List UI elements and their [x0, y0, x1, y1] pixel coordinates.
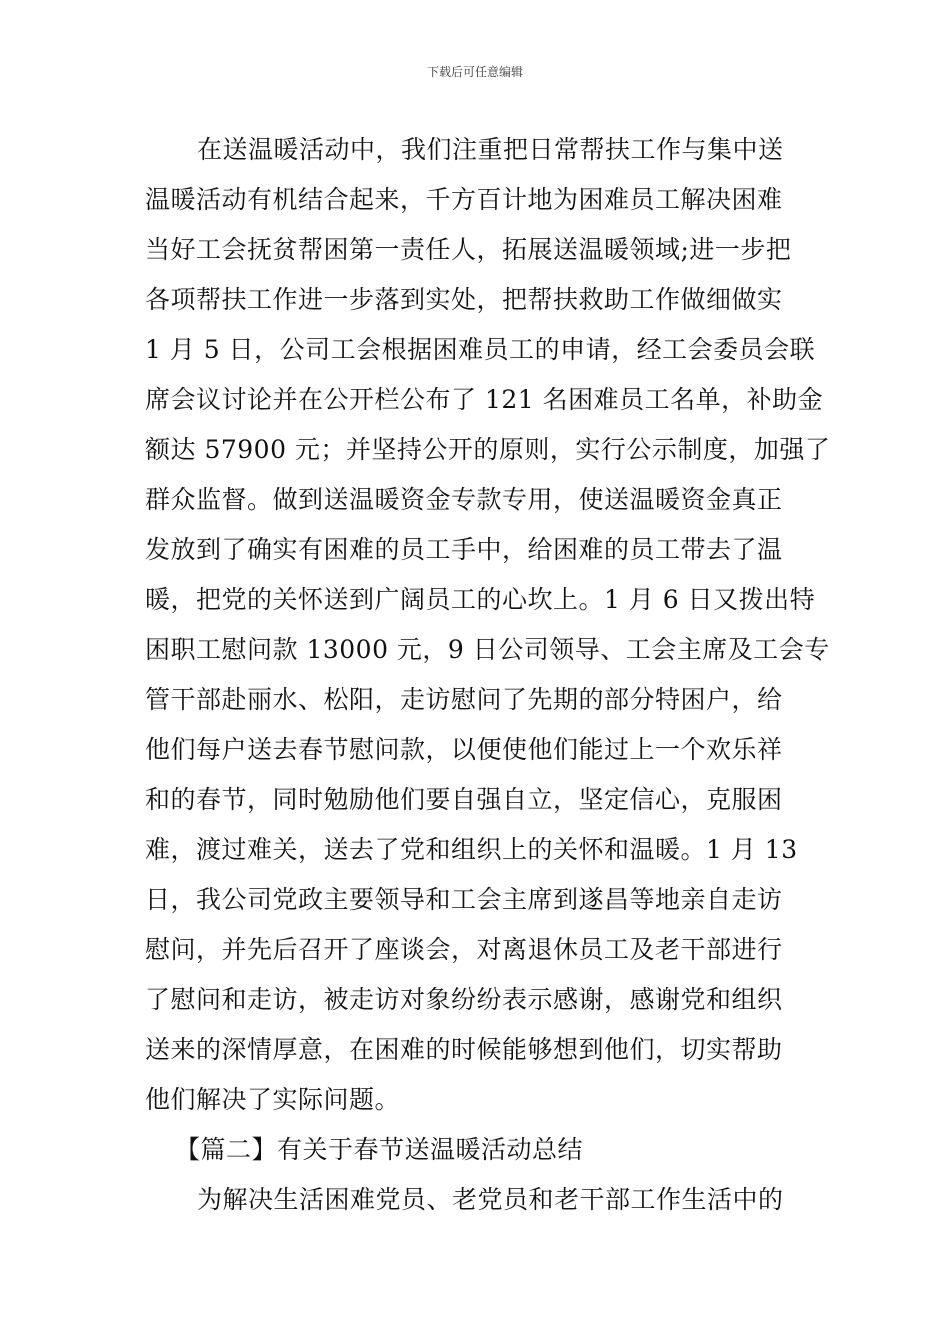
paragraph-line: 了慰问和走访，被走访对象纷纷表示感谢，感谢党和组织 [145, 985, 783, 1014]
paragraph-line: 1 月 5 日，公司工会根据困难员工的申请，经工会委员会联 [145, 335, 816, 364]
paragraph-line: 席会议讨论并在公开栏公布了 121 名困难员工名单，补助金 [145, 385, 824, 414]
paragraph-line: 困职工慰问款 13000 元，9 日公司领导、工会主席及工会专 [145, 635, 830, 664]
page-header: 下载后可任意编辑 [426, 65, 523, 79]
paragraph-line: 他们每户送去春节慰问款，以便使他们能过上一个欢乐祥 [145, 735, 783, 764]
paragraph-line: 当好工会抚贫帮困第一责任人，拓展送温暖领域;进一步把 [145, 235, 792, 264]
paragraph-line: 各项帮扶工作进一步落到实处，把帮扶救助工作做细做实 [145, 285, 783, 314]
paragraph-line: 在送温暖活动中，我们注重把日常帮扶工作与集中送 [197, 135, 784, 164]
paragraph-line: 暖，把党的关怀送到广阔员工的心坎上。1 月 6 日又拨出特 [145, 585, 816, 614]
paragraph-line: 发放到了确实有困难的员工手中，给困难的员工带去了温 [145, 535, 783, 564]
paragraph-line: 送来的深情厚意，在困难的时候能够想到他们，切实帮助 [145, 1035, 783, 1064]
paragraph-line: 额达 57900 元；并坚持公开的原则，实行公示制度，加强了 [145, 435, 831, 464]
paragraph-line: 慰问，并先后召开了座谈会，对离退休员工及老干部进行 [145, 935, 783, 964]
section-heading: 【篇二】有关于春节送温暖活动总结 [175, 1135, 584, 1164]
paragraph-line: 群众监督。做到送温暖资金专款专用，使送温暖资金真正 [145, 485, 783, 514]
paragraph-line: 管干部赴丽水、松阳，走访慰问了先期的部分特困户，给 [145, 685, 783, 714]
paragraph-line: 难，渡过难关，送去了党和组织上的关怀和温暖。1 月 13 [145, 835, 798, 864]
paragraph-line: 日，我公司党政主要领导和工会主席到遂昌等地亲自走访 [145, 885, 783, 914]
paragraph-line: 和的春节，同时勉励他们要自强自立，坚定信心，克服困 [145, 785, 783, 814]
paragraph-line: 为解决生活困难党员、老党员和老干部工作生活中的 [197, 1185, 784, 1214]
paragraph-line: 他们解决了实际问题。 [145, 1085, 401, 1114]
paragraph-line: 温暖活动有机结合起来，千方百计地为困难员工解决困难 [145, 185, 783, 214]
document-body [145, 125, 831, 1225]
